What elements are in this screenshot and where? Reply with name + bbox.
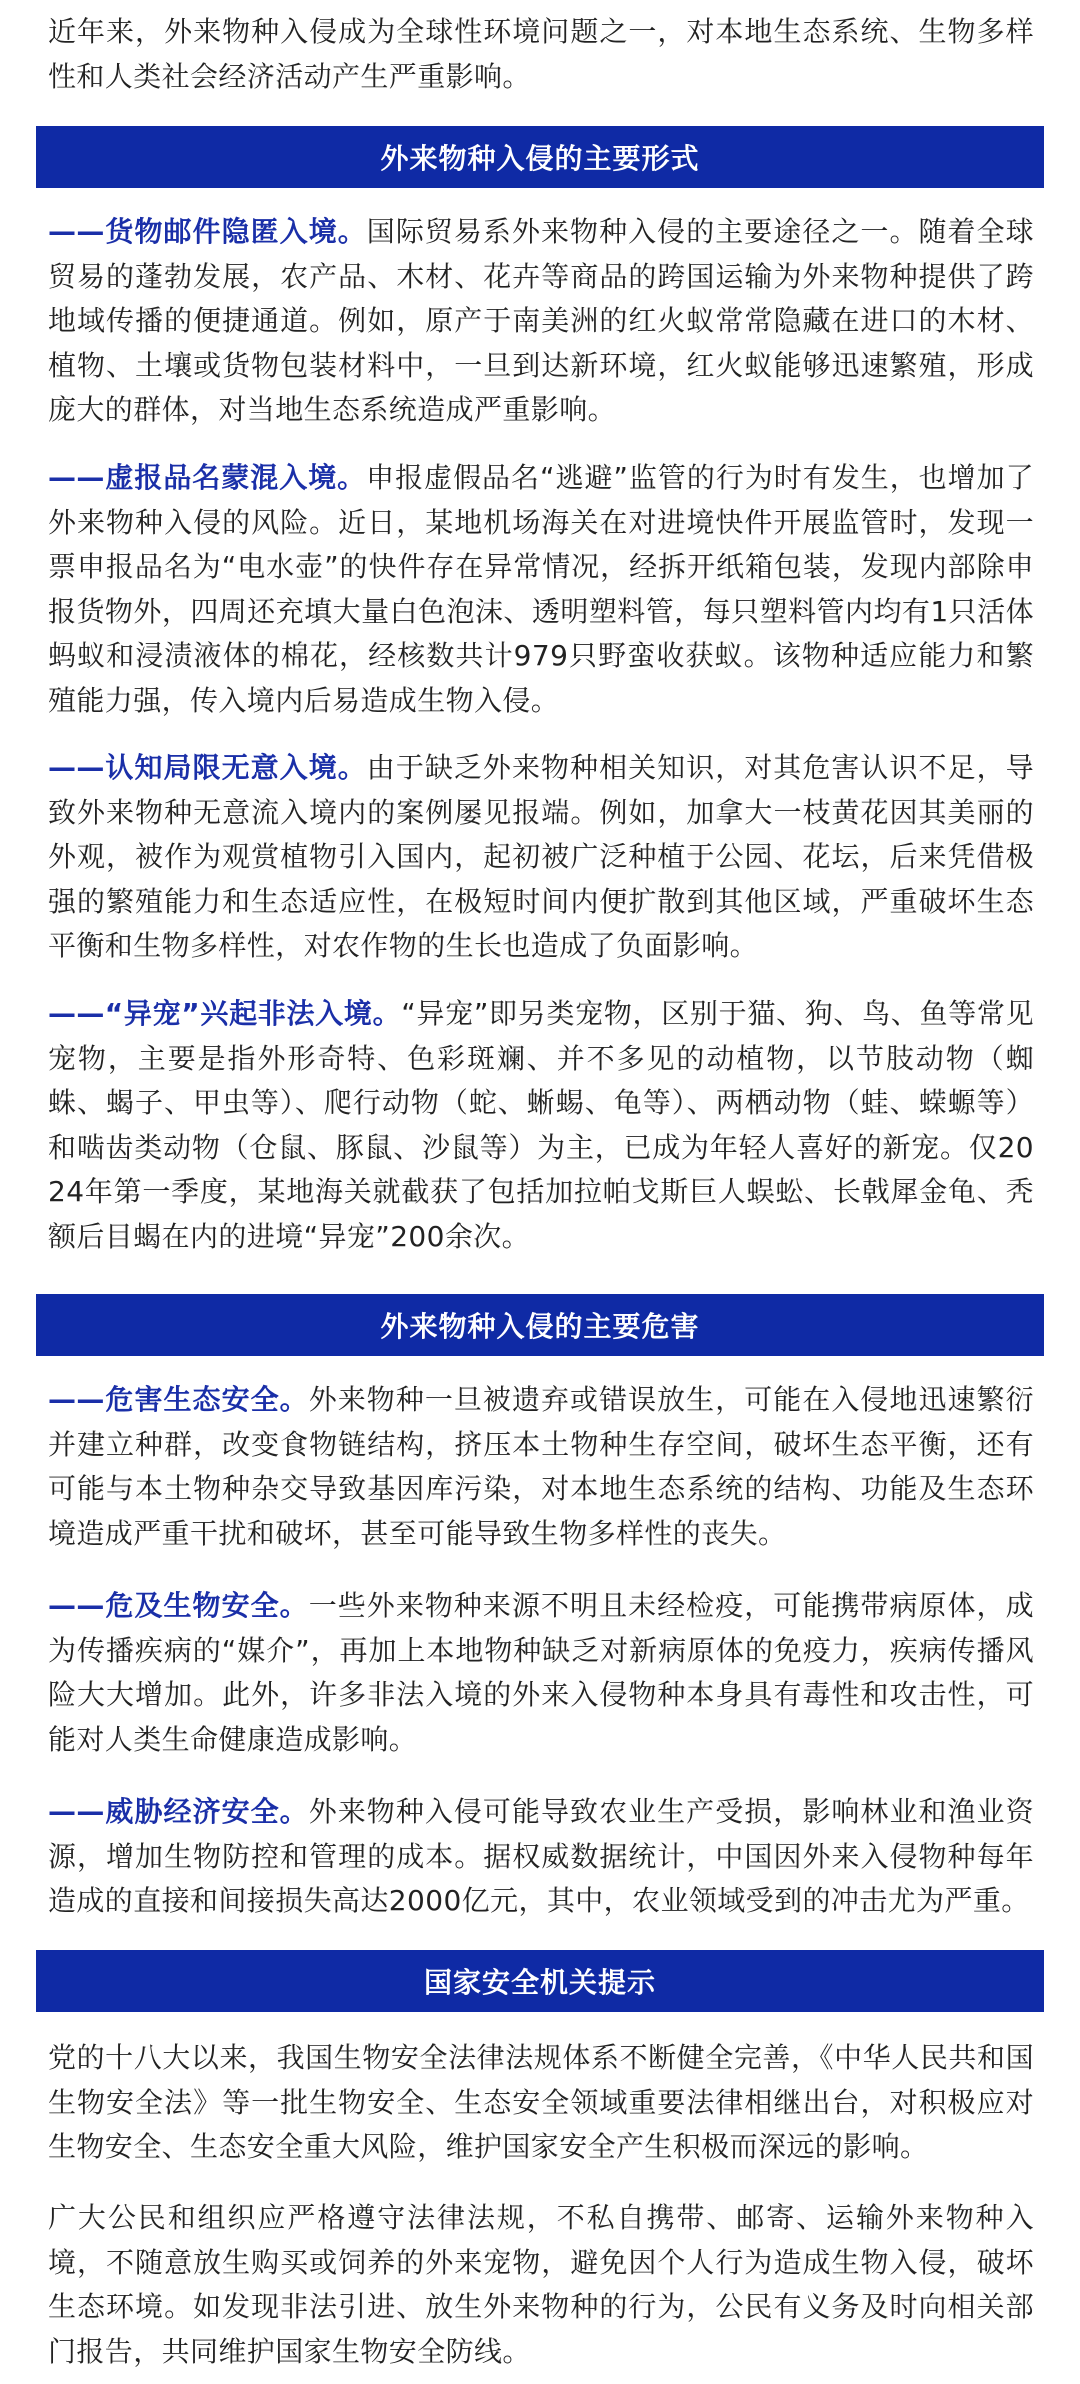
form-lead-exotic-pets: ——“异宠”兴起非法入境。 (48, 997, 402, 1030)
form-paragraph-false-declaration (48, 456, 1034, 723)
form-text-false-declaration: 申报虚假品名“逃避”监管的行为时有发生，也增加了外来物种入侵的风险。近日，某地机场海关在对进境快件开展监管时，发现一票申报品名为“电水壶”的快件存在异常情况，经拆开纸箱包装，发现内部除申报货物外，四周还充填大量白色泡沫、透明塑料管，每只塑料管内均有1只活体蚂蚁和浸渍液体的棉花，经核数共计979只野蛮收获蚁。该物种适应能力和繁殖能力强，传入境内后易造成生物入侵。 (48, 461, 1034, 717)
harm-text-ecology: 外来物种一旦被遗弃或错误放生，可能在入侵地迅速繁衍并建立种群，改变食物链结构，挤压本土物种生存空间，破坏生态平衡，还有可能与本土物种杂交导致基因库污染，对本地生态系统的结构、功能及生态环境造成严重干扰和破坏，甚至可能导致生物多样性的丧失。 (48, 1383, 1034, 1550)
harm-paragraph-biosafety (48, 1584, 1034, 1762)
section-banner-forms: 外来物种入侵的主要形式 (36, 126, 1044, 188)
form-paragraph-cargo (48, 210, 1034, 433)
harm-lead-biosafety: ——危及生物安全。 (48, 1589, 309, 1622)
harm-paragraph-economy (48, 1790, 1034, 1924)
form-text-exotic-pets: “异宠”即另类宠物，区别于猫、狗、鸟、鱼等常见宠物，主要是指外形奇特、色彩斑斓、并不多见的动植物，以节肢动物（蜘蛛、蝎子、甲虫等）、爬行动物（蛇、蜥蜴、龟等）、两栖动物（蛙、蝾螈等）和啮齿类动物（仓鼠、豚鼠、沙鼠等）为主，已成为年轻人喜好的新宠。仅2024年第一季度，某地海关就截获了包括加拉帕戈斯巨人蜈蚣、长戟犀金龟、秃额后目蝎在内的进境“异宠”200余次。 (48, 997, 1034, 1253)
harm-text-biosafety: 一些外来物种来源不明且未经检疫，可能携带病原体，成为传播疾病的“媒介”，再加上本地物种缺乏对新病原体的免疫力，疾病传播风险大大增加。此外，许多非法入境的外来入侵物种本身具有毒性和攻击性，可能对人类生命健康造成影响。 (48, 1589, 1034, 1756)
form-lead-unintentional: ——认知局限无意入境。 (48, 751, 367, 784)
notice-paragraph-citizens: 广大公民和组织应严格遵守法律法规，不私自携带、邮寄、运输外来物种入境，不随意放生购买或饲养的外来宠物，避免因个人行为造成生物入侵，破坏生态环境。如发现非法引进、放生外来物种的行为，公民有义务及时向相关部门报告，共同维护国家生物安全防线。 (48, 2201, 1034, 2368)
section-banner-notice: 国家安全机关提示 (36, 1950, 1044, 2012)
harm-lead-economy: ——威胁经济安全。 (48, 1795, 309, 1828)
form-text-unintentional: 由于缺乏外来物种相关知识，对其危害认识不足，导致外来物种无意流入境内的案例屡见报端。例如，加拿大一枝黄花因其美丽的外观，被作为观赏植物引入国内，起初被广泛种植于公园、花坛，后来凭借极强的繁殖能力和生态适应性，在极短时间内便扩散到其他区域，严重破坏生态平衡和生物多样性，对农作物的生长也造成了负面影响。 (48, 751, 1035, 962)
notice-paragraph-law: 党的十八大以来，我国生物安全法律法规体系不断健全完善，《中华人民共和国生物安全法》等一批生物安全、生态安全领域重要法律相继出台，对积极应对生物安全、生态安全重大风险，维护国家安全产生积极而深远的影响。 (48, 2041, 1034, 2163)
section-banner-harms: 外来物种入侵的主要危害 (36, 1294, 1044, 1356)
form-lead-cargo: ——货物邮件隐匿入境。 (48, 215, 367, 248)
harm-paragraph-ecology (48, 1378, 1034, 1556)
intro-paragraph: 近年来，外来物种入侵成为全球性环境问题之一，对本地生态系统、生物多样性和人类社会经济活动产生严重影响。 (48, 15, 1034, 93)
form-text-cargo: 国际贸易系外来物种入侵的主要途径之一。随着全球贸易的蓬勃发展，农产品、木材、花卉等商品的跨国运输为外来物种提供了跨地域传播的便捷通道。例如，原产于南美洲的红火蚁常常隐藏在进口的木材、植物、土壤或货物包装材料中，一旦到达新环境，红火蚁能够迅速繁殖，形成庞大的群体，对当地生态系统造成严重影响。 (48, 215, 1035, 426)
harm-text-economy: 外来物种入侵可能导致农业生产受损，影响林业和渔业资源，增加生物防控和管理的成本。据权威数据统计，中国因外来入侵物种每年造成的直接和间接损失高达2000亿元，其中，农业领域受到的冲击尤为严重。 (48, 1795, 1034, 1917)
harm-lead-ecology: ——危害生态安全。 (48, 1383, 309, 1416)
form-paragraph-unintentional (48, 746, 1034, 969)
form-lead-false-declaration: ——虚报品名蒙混入境。 (48, 461, 367, 494)
form-paragraph-exotic-pets (48, 992, 1034, 1259)
